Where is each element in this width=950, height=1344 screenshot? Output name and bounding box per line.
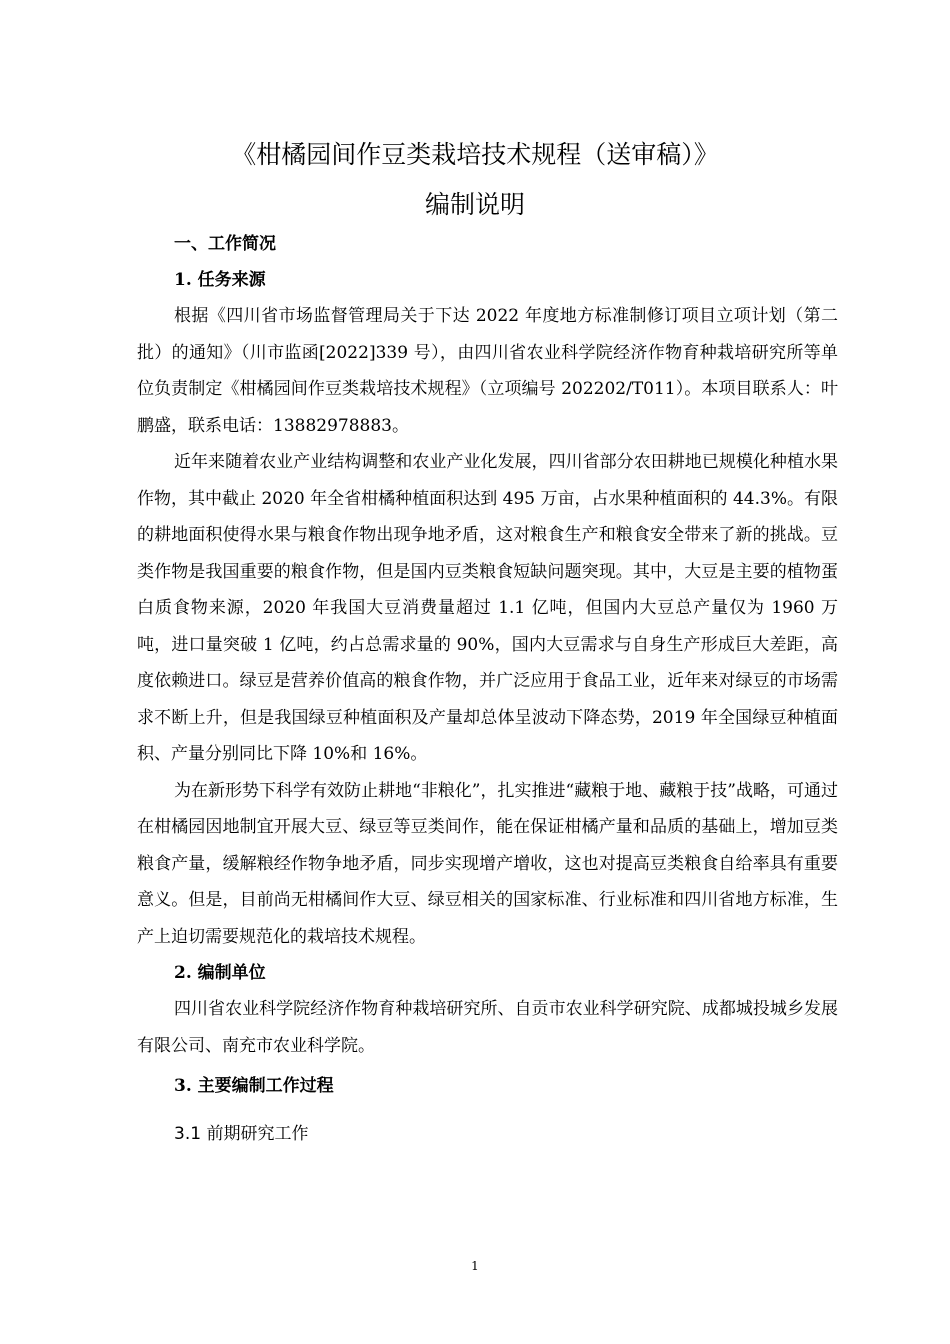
document-subtitle: 编制说明 bbox=[424, 190, 525, 219]
page-number: 1 bbox=[471, 1259, 479, 1273]
section-heading-task-source: 1. 任务来源 bbox=[174, 270, 266, 290]
document-body bbox=[137, 226, 838, 1152]
paragraph-background: 近年来随着农业产业结构调整和农业产业化发展，四川省部分农田耕地已规模化种植水果作物，其中截止 2020 年全省柑橘种植面积达到 495 万亩，占水果种植面积的 44.3%。有限的耕地面积使得水果与粮食作物出现争地矛盾，这对粮食生产和粮食安全带来了新的挑战。豆类作物是我国重要的粮食作物，但是国内豆类粮食短缺问题突现。其中，大豆是主要的植物蛋白质食物来源，2020 年我国大豆消费量超过 1.1 亿吨，但国内大豆总产量仅为 1960 万吨，进口量突破 1 亿吨，约占总需求量的 90%，国内大豆需求与自身生产形成巨大差距，高度依赖进口。绿豆是营养价值高的粮食作物，并广泛应用于食品工业，近年来对绿豆的市场需求不断上升，但是我国绿豆种植面积及产量却总体呈波动下降态势，2019 年全国绿豆种植面积、产量分别同比下降 10%和 16%。 bbox=[137, 452, 838, 764]
paragraph-task-source: 根据《四川省市场监督管理局关于下达 2022 年度地方标准制修订项目立项计划（第二批）的通知》（川市监函[2022]339 号），由四川省农业科学院经济作物育种栽培研究所等单位负责制定《柑橘园间作豆类栽培技术规程》（立项编号 202202/T011）。本项目联系人：叶鹏盛，联系电话：13882978883。 bbox=[137, 306, 838, 436]
section-heading-work-overview: 一、工作简况 bbox=[174, 234, 276, 254]
subsection-heading-preliminary-research: 3.1 前期研究工作 bbox=[174, 1124, 309, 1144]
document-title: 《柑橘园间作豆类栽培技术规程（送审稿）》 bbox=[231, 140, 719, 169]
section-heading-work-process: 3. 主要编制工作过程 bbox=[174, 1076, 334, 1096]
paragraph-significance: 为在新形势下科学有效防止耕地“非粮化”，扎实推进“藏粮于地、藏粮于技”战略，可通过在柑橘园因地制宜开展大豆、绿豆等豆类间作，能在保证柑橘产量和品质的基础上，增加豆类粮食产量，缓解粮经作物争地矛盾，同步实现增产增收，这也对提高豆类粮食自给率具有重要意义。但是，目前尚无柑橘间作大豆、绿豆相关的国家标准、行业标准和四川省地方标准，生产上迫切需要规范化的栽培技术规程。 bbox=[137, 780, 838, 947]
section-heading-drafting-units: 2. 编制单位 bbox=[174, 963, 266, 983]
paragraph-drafting-units: 四川省农业科学院经济作物育种栽培研究所、自贡市农业科学研究院、成都城投城乡发展有限公司、南充市农业科学院。 bbox=[137, 999, 838, 1056]
